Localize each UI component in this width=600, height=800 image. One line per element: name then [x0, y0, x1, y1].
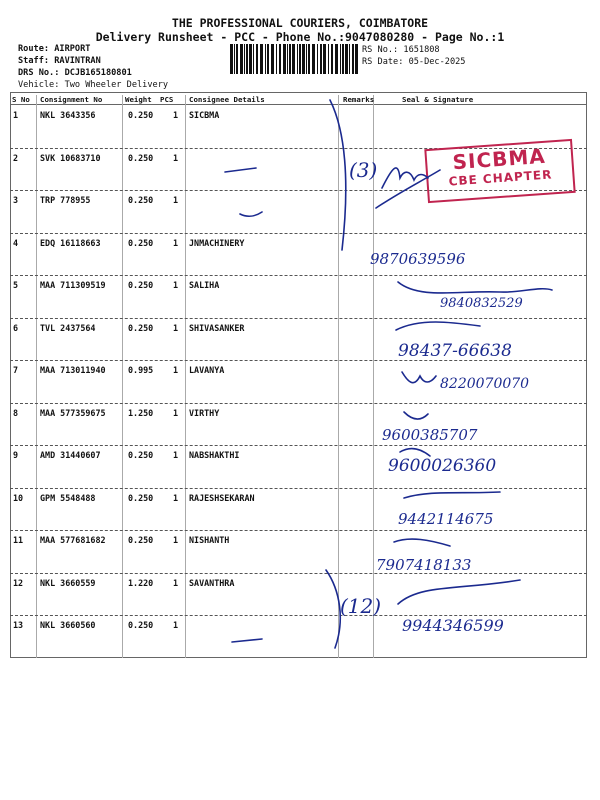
- cell-pcs: 1: [173, 280, 179, 290]
- cell-consignment: MAA 577681682: [40, 535, 106, 545]
- rs-date: RS Date: 05-Dec-2025: [362, 57, 466, 67]
- cell-consignee: LAVANYA: [189, 365, 225, 375]
- brace-stroke: [330, 100, 346, 250]
- phone-row-11: 7907418133: [376, 556, 472, 574]
- cell-consignment: EDQ 16118663: [40, 237, 101, 248]
- cell-pcs: 1: [173, 620, 179, 630]
- stamp-line-2: CBE CHAPTER: [448, 167, 553, 189]
- rs-number: RS No.: 1651808: [362, 45, 440, 55]
- route-label: Route: AIRPORT: [18, 44, 91, 54]
- cell-weight: 0.250: [128, 195, 154, 205]
- col-header-sno: S No: [12, 95, 30, 104]
- cell-consignee: JNMACHINERY: [189, 237, 245, 248]
- cell-weight: 0.250: [128, 110, 154, 120]
- signature-stroke: [404, 492, 500, 498]
- report-title: THE PROFESSIONAL COURIERS, COIMBATORE: [171, 16, 429, 30]
- cell-weight: 0.250: [128, 620, 154, 630]
- brace-stroke: [326, 570, 340, 648]
- col-header-consignee: Consignee Details: [189, 95, 265, 104]
- cell-consignee: RAJESHSEKARAN: [189, 492, 255, 503]
- cell-weight: 0.250: [128, 152, 154, 163]
- cell-pcs: 1: [173, 365, 179, 375]
- cell-consignment: TRP 778955: [40, 195, 91, 205]
- dash-mark: [232, 639, 262, 642]
- phone-row-4: 9870639596: [370, 250, 466, 268]
- signature-stroke: [398, 282, 552, 293]
- cell-consignment: NKL 3643356: [40, 110, 96, 120]
- signature-stroke: [396, 322, 480, 330]
- cell-sno: 10: [13, 492, 24, 503]
- cell-pcs: 1: [173, 110, 179, 120]
- cell-consignee: NABSHAKTHI: [189, 450, 240, 460]
- signature-stroke: [402, 372, 436, 383]
- cell-consignment: GPM 5548488: [40, 492, 96, 503]
- cell-consignment: SVK 10683710: [40, 152, 101, 163]
- cell-consignee: SALIHA: [189, 280, 220, 290]
- phone-row-7: 8220070070: [440, 376, 530, 392]
- stamp-line-1: SICBMA: [451, 143, 547, 175]
- col-header-remarks: Remarks: [343, 95, 375, 104]
- cell-pcs: 1: [173, 492, 179, 503]
- cell-weight: 0.250: [128, 450, 154, 460]
- cell-sno: 3: [13, 195, 19, 205]
- cell-sno: 6: [13, 322, 19, 333]
- cell-weight: 0.995: [128, 365, 154, 375]
- cell-pcs: 1: [173, 577, 179, 588]
- cell-pcs: 1: [173, 195, 179, 205]
- dash-mark: [225, 168, 256, 172]
- phone-row-6: 98437-66638: [398, 341, 512, 361]
- report-subtitle: Delivery Runsheet - PCC - Phone No.:9047080280 - Page No.:1: [95, 30, 505, 44]
- cell-consignee: SHIVASANKER: [189, 322, 245, 333]
- signature-stroke: [382, 168, 428, 188]
- col-header-pcs: PCS: [160, 95, 174, 104]
- remark-row-2: (3): [349, 158, 378, 182]
- cell-weight: 0.250: [128, 535, 154, 545]
- cell-pcs: 1: [173, 237, 179, 248]
- cell-sno: 12: [13, 577, 24, 588]
- cell-consignment: MAA 577359675: [40, 407, 106, 418]
- cell-pcs: 1: [173, 535, 179, 545]
- cell-sno: 11: [13, 535, 24, 545]
- cell-weight: 1.220: [128, 577, 154, 588]
- cell-pcs: 1: [173, 322, 179, 333]
- col-header-consignment: Consignment No: [40, 95, 103, 104]
- cell-sno: 2: [13, 152, 19, 163]
- cell-weight: 0.250: [128, 280, 154, 290]
- cell-pcs: 1: [173, 450, 179, 460]
- cell-pcs: 1: [173, 152, 179, 163]
- cell-consignee: NISHANTH: [189, 535, 230, 545]
- cell-sno: 1: [13, 110, 19, 120]
- cell-pcs: 1: [173, 407, 179, 418]
- drs-number: DRS No.: DCJB165180801: [18, 68, 132, 78]
- phone-row-8: 9600385707: [382, 426, 478, 444]
- col-header-seal: Seal & Signature: [402, 95, 474, 104]
- dash-mark: [240, 212, 262, 216]
- cell-consignment: NKL 3660559: [40, 577, 96, 588]
- cell-sno: 5: [13, 280, 19, 290]
- remark-row-12: (12): [340, 594, 382, 618]
- cell-consignment: NKL 3660560: [40, 620, 96, 630]
- cell-consignee: SICBMA: [189, 110, 220, 120]
- phone-row-12: 9944346599: [402, 616, 504, 635]
- cell-consignment: MAA 711309519: [40, 280, 106, 290]
- cell-sno: 4: [13, 237, 19, 248]
- cell-weight: 0.250: [128, 322, 154, 333]
- cell-weight: 0.250: [128, 492, 154, 503]
- phone-row-10: 9442114675: [398, 510, 494, 528]
- signature-stroke: [404, 412, 428, 419]
- phone-row-9: 9600026360: [388, 456, 497, 476]
- cell-consignment: AMD 31440607: [40, 450, 101, 460]
- cell-sno: 9: [13, 450, 19, 460]
- vehicle-label: Vehicle: Two Wheeler Delivery: [18, 80, 169, 90]
- cell-sno: 8: [13, 407, 19, 418]
- cell-sno: 13: [13, 620, 24, 630]
- cell-weight: 0.250: [128, 237, 154, 248]
- col-header-weight: Weight: [125, 95, 152, 104]
- signature-stroke: [400, 449, 430, 456]
- signature-stroke: [398, 580, 520, 604]
- cell-consignment: MAA 713011940: [40, 365, 106, 375]
- cell-consignee: SAVANTHRA: [189, 577, 235, 588]
- signature-stroke: [376, 170, 440, 208]
- phone-row-5: 9840832529: [440, 296, 523, 311]
- cell-sno: 7: [13, 365, 19, 375]
- cell-consignment: TVL 2437564: [40, 322, 96, 333]
- cell-consignee: VIRTHY: [189, 407, 220, 418]
- signature-stroke: [394, 539, 450, 546]
- cell-weight: 1.250: [128, 407, 154, 418]
- staff-label: Staff: RAVINTRAN: [18, 56, 101, 66]
